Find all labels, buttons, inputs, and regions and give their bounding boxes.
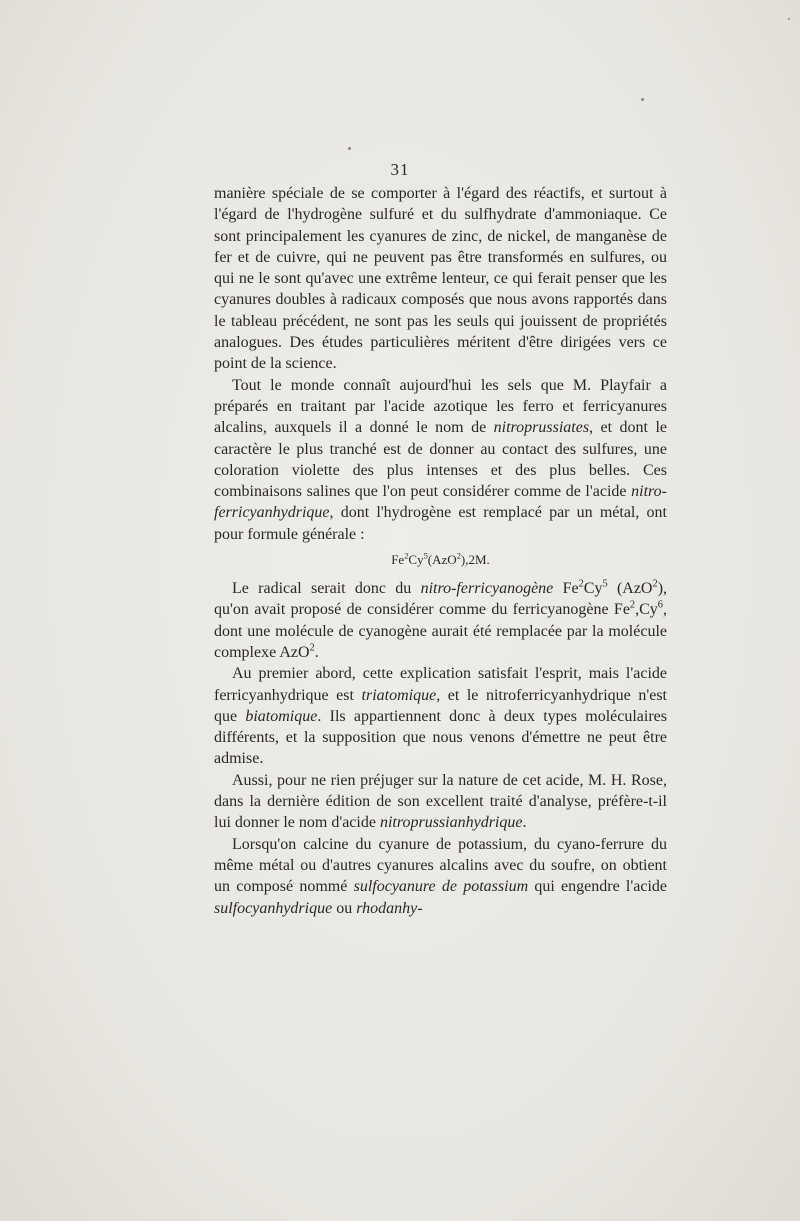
paper-speck — [788, 18, 790, 20]
text-run: (AzO — [427, 552, 457, 568]
superscript: 2 — [629, 600, 636, 612]
text-run: , et le nitroferricyanhydrique n'est que — [214, 686, 668, 725]
text-run: . — [522, 814, 527, 832]
superscript: 5 — [602, 578, 608, 590]
superscript: 2 — [404, 550, 409, 561]
text-run: ou — [332, 899, 357, 917]
paragraph — [214, 375, 667, 545]
text-run: Aussi, pour ne rien préjuger sur la nature de cet acide, M. H. Rose, dans la dernière édition de son excellent traité d'analyse, préfère-t-il lui donner le nom d'acide — [214, 771, 667, 832]
italic-term: nitroprussiates — [493, 419, 590, 437]
text-run: ,Cy — [635, 601, 658, 619]
text-run: manière spéciale de se comporter à l'égard des réactifs, et surtout à l'égard de l'hydrogène sulfuré et du sulfhydrate d'ammoniaque. Ce sont principalement les cyanures de zinc, de nickel, de manganèse de fer et de cuivre, qui ne peuvent pas être transformés en sulfures, ou qui ne le sont qu'avec une extrême lenteur, ce qui ferait penser que les cyanures doubles à radicaux composés que nous avons rapportés dans le tableau précédent, ne sont pas les seuls qui jouissent de propriétés analogues. Des études particulières méritent d'être dirigées vers ce point de la science. — [214, 185, 667, 373]
text-run: Fe — [553, 580, 579, 598]
italic-term: triatomique — [361, 686, 437, 704]
text-run: Au premier abord, cette explication satisfait l'esprit, mais l'acide ferricyanhydrique est — [214, 665, 667, 704]
text-run: Le radical serait donc du — [232, 580, 421, 598]
superscript: 2 — [578, 578, 584, 590]
text-run: Cy — [408, 552, 424, 568]
paragraph — [214, 663, 667, 769]
text-run: , dont l'hydrogène est remplacé par un métal, ont pour formule générale : — [214, 504, 667, 543]
superscript: 2 — [309, 642, 315, 654]
italic-term: nitro-ferricyanogène — [420, 580, 554, 598]
paragraph — [214, 183, 667, 375]
italic-term: sulfocyanhydrique — [214, 899, 333, 917]
italic-term: rhodanhy- — [356, 899, 423, 917]
page-number: 31 — [390, 160, 410, 179]
italic-term: nitro-ferricyanhydrique — [214, 483, 667, 522]
paragraph — [214, 770, 667, 834]
text-run: qui engendre l'acide — [528, 878, 667, 896]
paragraph — [214, 834, 667, 919]
superscript: 6 — [657, 600, 663, 612]
italic-term: nitroprussianhydrique — [379, 814, 523, 832]
body-text — [214, 183, 667, 919]
text-run: Cy — [583, 580, 603, 598]
text-run: ),2M. — [460, 552, 490, 568]
text-run: (AzO — [607, 580, 653, 598]
text-run: . — [314, 643, 319, 661]
text-run: ), qu'on avait proposé de considérer comme du ferricyanogène Fe — [214, 580, 668, 619]
italic-term: biatomique — [245, 707, 318, 725]
text-run: Fe — [391, 552, 405, 568]
formula — [214, 549, 667, 570]
text-run: Tout le monde connaît aujourd'hui les sels que M. Playfair a préparés en traitant par l'acide azotique les ferro et ferricyanures alcalins, auxquels il a donné le nom de — [214, 376, 667, 437]
text-run: . Ils appartiennent donc à deux types moléculaires différents, et la supposition que nous venons d'émettre ne peut être admise. — [214, 707, 667, 768]
text-run: , dont une molécule de cyanogène aurait été remplacée par la molécule complexe AzO — [214, 601, 667, 661]
text-run: Lorsqu'on calcine du cyanure de potassium, du cyano-ferrure du même métal ou d'autres cyanures alcalins avec du soufre, on obtient un composé nommé — [214, 835, 667, 896]
paper-speck — [348, 147, 351, 150]
superscript: 5 — [423, 550, 428, 561]
italic-term: sulfocyanure de potassium — [353, 878, 529, 896]
paper-speck — [641, 98, 644, 101]
text-run: , et dont le caractère le plus tranché est de donner au contact des sulfures, une coloration violette des plus intenses et des plus belles. Ces combinaisons salines que l'on peut considérer comme de l'acide — [214, 419, 667, 501]
superscript: 2 — [456, 550, 461, 561]
superscript: 2 — [652, 578, 658, 590]
paragraph — [214, 578, 667, 663]
